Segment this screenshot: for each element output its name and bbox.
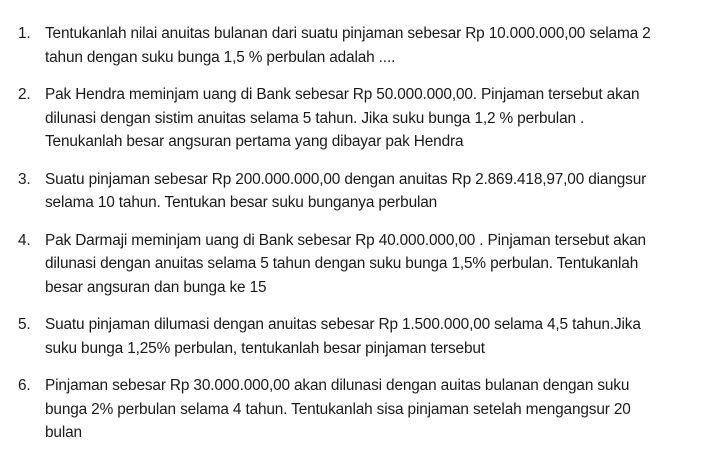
question-text: Pak Darmaji meminjam uang di Bank sebesar Rp 40.000.000,00 . Pinjaman tersebut akan dilunasi dengan anuitas selama 5 tahun dengan suku bunga 1,5% perbulan. Tentukanlah besar angsuran dan bunga ke 15 <box>45 231 646 296</box>
question-text: Suatu pinjaman sebesar Rp 200.000.000,00 dengan anuitas Rp 2.869.418,97,00 diangsur selama 10 tahun. Tentukan besar suku bunganya perbulan <box>45 170 647 211</box>
question-item-1 <box>18 22 695 69</box>
question-item-6 <box>18 374 695 445</box>
question-number: 4. <box>18 231 31 249</box>
question-text: Suatu pinjaman dilumasi dengan anuitas sebesar Rp 1.500.000,00 selama 4,5 tahun.Jika suku bunga 1,25% perbulan, tentukanlah besar pinjaman tersebut <box>45 316 641 357</box>
question-number: 3. <box>18 170 31 188</box>
question-number: 1. <box>18 25 31 42</box>
question-item-5 <box>18 313 695 360</box>
question-item-3 <box>18 168 695 215</box>
question-item-2 <box>18 83 695 154</box>
question-text: Pak Hendra meminjam uang di Bank sebesar Rp 50.000.000,00. Pinjaman tersebut akan dilunasi dengan sistim anuitas selama 5 tahun. Jika suku bunga 1,2 % perbulan . Tenukanlah besar angsuran pertama yang dibayar pak Hendra <box>45 86 640 150</box>
question-number: 2. <box>18 86 31 103</box>
question-number: 6. <box>18 377 31 394</box>
question-text: Pinjaman sebesar Rp 30.000.000,00 akan dilunasi dengan auitas bulanan dengan suku bunga 2% perbulan selama 4 tahun. Tentukanlah sisa pinjaman setelah mengangsur 20 bulan <box>45 377 631 441</box>
question-text: Tentukanlah nilai anuitas bulanan dari suatu pinjaman sebesar Rp 10.000.000,00 selama 2 tahun dengan suku bunga 1,5 % perbulan adalah .... <box>45 25 651 66</box>
question-item-4 <box>18 229 695 300</box>
question-number: 5. <box>18 316 31 333</box>
